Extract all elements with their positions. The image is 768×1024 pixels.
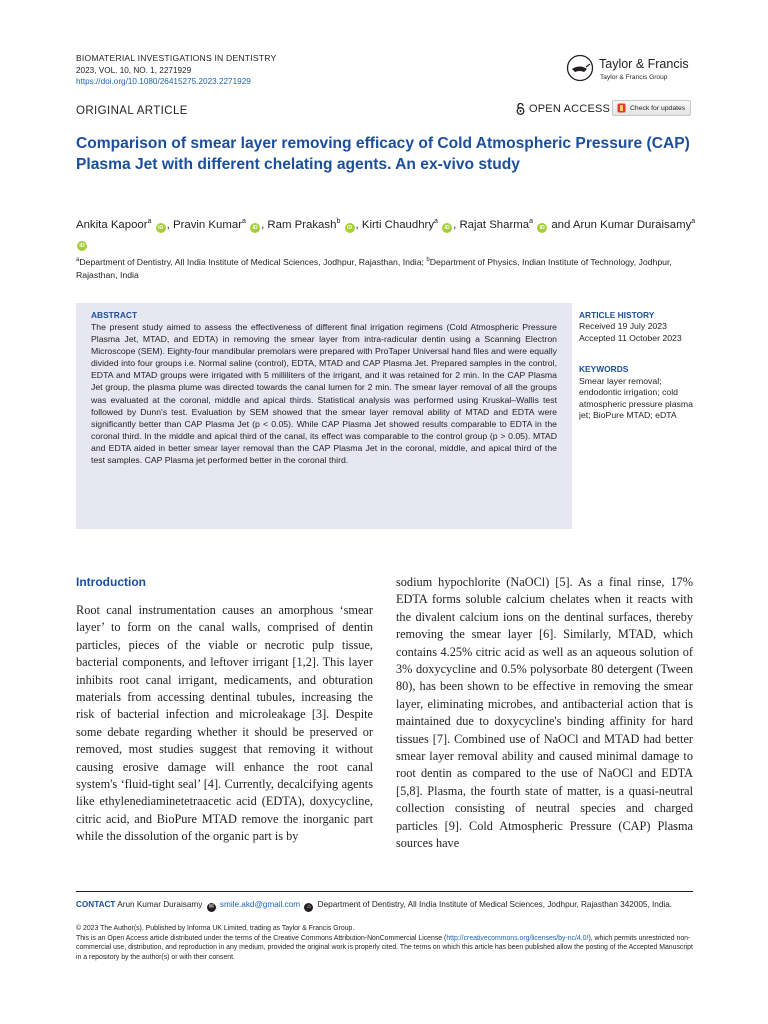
- check-updates-label: Check for updates: [630, 104, 686, 112]
- email-icon: ✉: [208, 904, 214, 910]
- author-name: Ankita Kapoor: [76, 218, 148, 231]
- article-history-heading: ARTICLE HISTORY: [579, 310, 655, 320]
- intro-right-column: sodium hypochlorite (NaOCl) [5]. As a final rinse, 17% EDTA forms soluble calcium chelates when it reacts with the divalent calcium ions on the dentinal surfaces, thereby removing the smear layer [6]. Similarly, MTAD, which contains 4.25% citric acid as well as an aqueous solution of 3% doxycycline and 0.5% polysorbate 80 detergent (Tween 80), has been shown to be effective in removing the smear layer, eliminating microbes, and antibacterial action that is maintained due to doxycycline's binding affinity for hard tissues [7]. Combined use of NaOCl and MTAD had better smear layer removal ability and caused minimal damage to root dentin as compared to the use of NaOCl and EDTA [5,8]. Plasma, the fourth state of matter, is a quasi-neutral collection consisting of neutral species and charged particles [9]. Cold Atmospheric Pressure (CAP) Plasma sources have: [396, 575, 693, 851]
- crossmark-icon: [617, 103, 626, 113]
- author-list: Ankita Kapoor$^a$ iD , Pravin Kumar$^a$ iD , Ram Prakash$^b$ iD , Kirti Chaudhry$^a$ iD , Rajat Sharma$^a$ iD and Arun Kumar Duraisamy$^a$ iD: [76, 218, 696, 249]
- journal-name: BIOMATERIAL INVESTIGATIONS IN DENTISTRY: [76, 53, 277, 63]
- address-icon: ⌂: [304, 903, 313, 912]
- abstract-text: The present study aimed to assess the effectiveness of different final irrigation regimens (Cold Atmospheric Pressure Plasma Jet, MTAD, and EDTA) in removing the smear layer from intra-radicular dentin using a Scanning Electron Microscope (SEM). Eighty-four mandibular premolars were prepared with ProTaper Universal hand files and were equally divided into four groups i.e. Normal saline (control), EDTA, MTAD and CAP Plasma Jet. Prepared samples in the control, EDTA and MTAD groups were irrigated with 5 milliliters of the irrigant, and it was retained for 2 min. In the CAP Plasma Jet group, the plasma plume was directed towards the canal lumen for 2 min. The smear layer removal of all the groups was evaluated at the coronal, middle and apical thirds. Statistical analysis was performed using Kruskal–Wallis test followed by Dunn's test. Evaluation by SEM showed that the smear layer removal ability of MTAD and EDTA were significantly better than CAP Plasma Jet (p < 0.05). While CAP Plasma Jet showed results comparable to EDTA in the coronal third. In the middle and apical third of the canal, its effect was comparable to the control group (p > 0.05). MTAD and EDTA aided in better smear layer removal than the CAP Plasma Jet in the coronal, middle, and apical third of the test samples. CAP Plasma jet performed better in the coronal third.: [91, 322, 557, 466]
- contact-name: Arun Kumar Duraisamy: [117, 900, 203, 909]
- contact-email[interactable]: smile.akd@gmail.com: [219, 900, 301, 909]
- open-lock-icon: [516, 103, 525, 115]
- orcid-icon[interactable]: iD: [537, 223, 547, 233]
- copyright-text: © 2023 The Author(s). Published by Informa UK Limited, trading as Taylor & Francis Group.: [76, 925, 355, 932]
- contact-block: [76, 900, 693, 912]
- author-affiliation-mark: a: [147, 218, 152, 225]
- publisher-group: Taylor & Francis Group: [600, 74, 668, 81]
- abstract-heading: ABSTRACT: [91, 310, 138, 320]
- intro-left-column: Root canal instrumentation causes an amorphous ‘smear layer’ to form on the canal walls, comprised of dentin particles, pieces of the viable or necrotic pulp tissue, bacterial components, and leftover irrigant [1,2]. This layer inhibits root canal irrigant, medicaments, and obturation materials from accessing dentinal tubules, increasing the risk of bacterial infection and microleakage [3]. Despite some debate regarding whether it should be preserved or removed, most studies suggest that removing it without causing erosive damage will enhance the root canal system's ‘fluid-tight seal’ [4]. Currently, decalcifying agents like ethylenediaminetetraacetic acid (EDTA), doxycycline, citric acid, and BioPure MTAD remove the inorganic part while the dissolution of the organic part is by: [76, 603, 373, 844]
- received-date: Received 19 July 2023: [579, 321, 667, 331]
- publisher-logo: [566, 54, 696, 84]
- open-access-label: OPEN ACCESS: [529, 103, 611, 115]
- author-affiliation-mark: b: [336, 218, 341, 225]
- author-name: Kirti Chaudhry: [361, 218, 435, 231]
- open-access-badge: [516, 103, 610, 115]
- orcid-icon[interactable]: iD: [250, 223, 260, 233]
- author-affiliation-mark: a: [529, 218, 533, 225]
- author-name: Pravin Kumar: [172, 218, 242, 231]
- author-affiliation-mark: a: [691, 218, 696, 225]
- keywords-text: Smear layer removal; endodontic irrigation; cold atmospheric pressure plasma jet; BioPure MTAD; eDTA: [579, 376, 693, 421]
- contact-address: Department of Dentistry, All India Institute of Medical Sciences, Jodhpur, Rajasthan 342005, India.: [317, 900, 673, 909]
- keywords-heading: KEYWORDS: [579, 364, 629, 374]
- contact-label: CONTACT: [76, 900, 116, 909]
- article-title: Comparison of smear layer removing efficacy of Cold Atmospheric Pressure (CAP) Plasma Jet with different chelating agents. An ex-vivo study: [76, 135, 690, 173]
- license-footer: [76, 924, 693, 962]
- orcid-icon[interactable]: iD: [345, 223, 355, 233]
- affiliations: $^a$Department of Dentistry, All India Institute of Medical Sciences, Jodhpur, Rajasthan, India; $^b$Department of Physics, Indian Institute of Technology, Jodhpur, Rajasthan, India: [76, 256, 672, 280]
- publisher-lamp-icon: [566, 54, 594, 82]
- author-name: Ram Prakash: [267, 218, 337, 231]
- orcid-icon[interactable]: iD: [442, 223, 452, 233]
- accepted-date: Accepted 11 October 2023: [579, 333, 682, 343]
- author-name: Arun Kumar Duraisamy: [572, 218, 692, 231]
- doi-link[interactable]: https://doi.org/10.1080/26415275.2023.2271929: [76, 77, 251, 86]
- article-type: ORIGINAL ARTICLE: [76, 105, 188, 117]
- orcid-icon[interactable]: iD: [77, 241, 87, 251]
- license-link[interactable]: http://creativecommons.org/licenses/by-nc/4.0/: [446, 934, 589, 942]
- orcid-icon[interactable]: iD: [156, 223, 166, 233]
- footer-divider: [76, 891, 693, 892]
- publisher-name: Taylor & Francis: [599, 57, 689, 71]
- author-affiliation-mark: a: [434, 218, 438, 225]
- journal-volume: 2023, VOL. 10, NO. 1, 2271929: [76, 66, 192, 75]
- author-affiliation-mark: a: [242, 218, 246, 225]
- license-text: This is an Open Access article distributed under the terms of the Creative Commons Attribution-NonCommercial License (http://creativecommons.org/licenses/by-nc/4.0/), which permits unrestricted non-commercial use, distribution, and reproduction in any medium, provided the original work is properly cited. The terms on which this article has been published allow the posting of the Accepted Manuscript in a repository by the author(s) or with their consent.: [76, 934, 693, 961]
- check-updates-button[interactable]: [612, 100, 691, 116]
- introduction-heading: Introduction: [76, 575, 146, 589]
- author-name: Rajat Sharma: [459, 218, 530, 231]
